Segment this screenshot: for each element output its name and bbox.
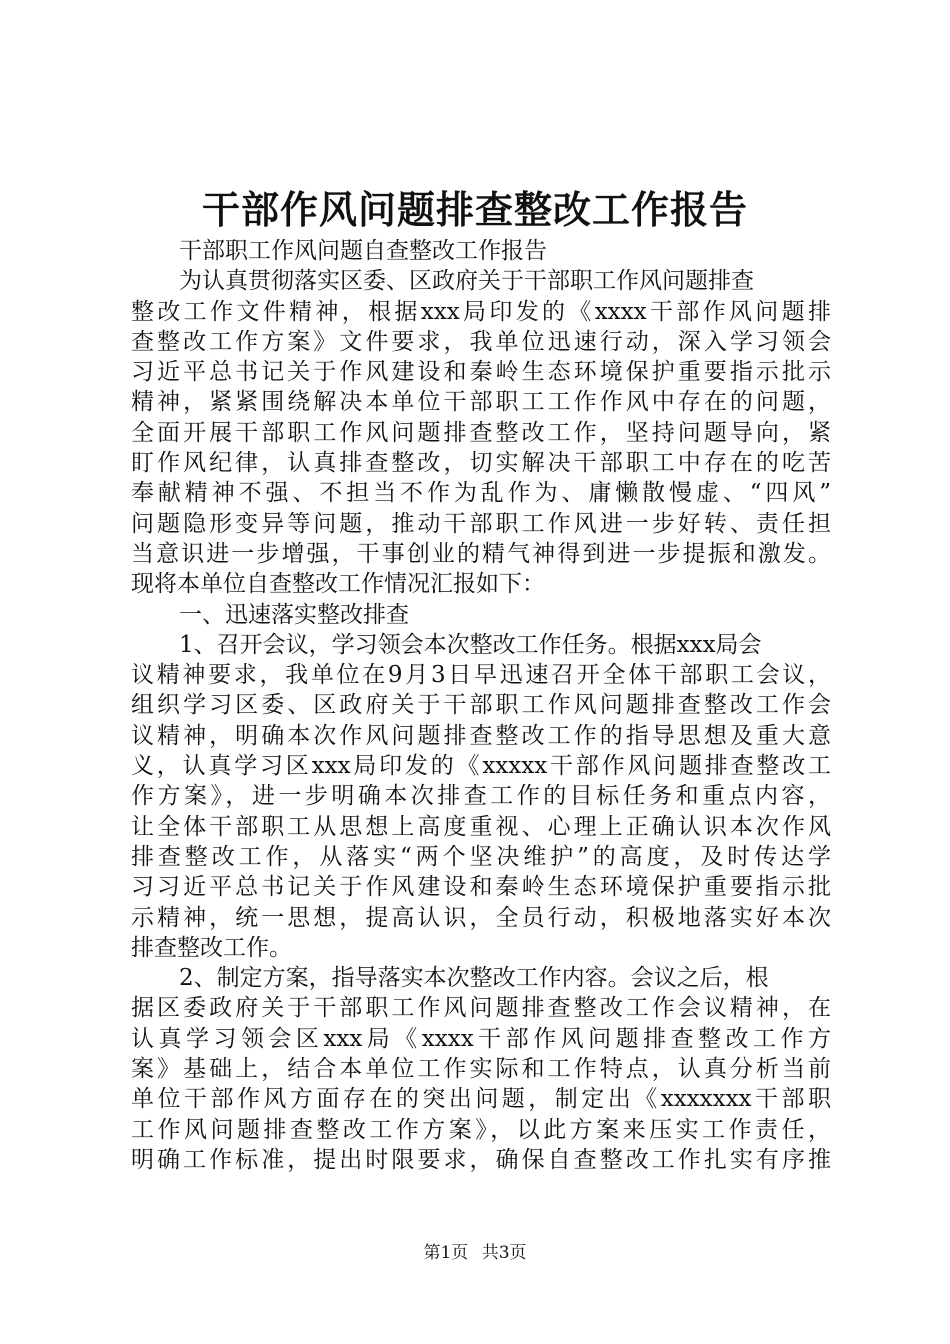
text-line: 组织学习区委、区政府关于干部职工作风问题排查整改工作会 (131, 692, 831, 719)
text-line: 示精神，统一思想，提高认识，全员行动，积极地落实好本次 (131, 904, 831, 931)
text-line: 当意识进一步增强，干事创业的精气神得到进一步提振和激发。 (131, 540, 831, 567)
text-line: 让全体干部职工从思想上高度重视、心理上正确认识本次作风 (131, 813, 831, 840)
text-line: 现将本单位自查整改工作情况汇报如下： (131, 571, 545, 598)
text-line: 奉献精神不强、不担当不作为乱作为、庸懒散慢虚、“四风” (131, 480, 831, 507)
text-line: 2、制定方案，指导落实本次整改工作内容。会议之后，根 (179, 965, 769, 992)
page-number-current: 第1页 (423, 1243, 469, 1263)
text-line: 干部职工作风问题自查整改工作报告 (179, 238, 547, 264)
text-line: 单位干部作风方面存在的突出问题，制定出《xxxxxxx干部职 (131, 1086, 831, 1113)
text-line: 为认真贯彻落实区委、区政府关于干部职工作风问题排查 (179, 268, 754, 295)
text-line: 1、召开会议，学习领会本次整改工作任务。根据xxx局会 (179, 631, 762, 658)
text-line: 全面开展干部职工作风问题排查整改工作，坚持问题导向，紧 (131, 419, 831, 446)
text-line: 整改工作文件精神，根据xxx局印发的《xxxx干部作风问题排 (131, 298, 831, 325)
text-line: 盯作风纪律，认真排查整改，切实解决干部职工中存在的吃苦 (131, 450, 831, 477)
text-line: 一、迅速落实整改排查 (179, 601, 409, 628)
text-line: 作方案》，进一步明确本次排查工作的目标任务和重点内容， (131, 783, 831, 810)
document-body (131, 236, 831, 1175)
text-line: 精神，紧紧围绕解决本单位干部职工工作作风中存在的问题， (131, 389, 831, 416)
page-footer (0, 1242, 950, 1264)
text-line: 义，认真学习区xxx局印发的《xxxxx干部作风问题排查整改工 (131, 753, 831, 780)
text-line: 排查整改工作，从落实“两个坚决维护”的高度，及时传达学 (131, 843, 831, 870)
text-line: 据区委政府关于干部职工作风问题排查整改工作会议精神，在 (131, 995, 831, 1022)
document-title: 干部作风问题排查整改工作报告 (201, 187, 748, 232)
text-line: 排查整改工作。 (131, 934, 292, 961)
text-line: 工作风问题排查整改工作方案》，以此方案来压实工作责任， (131, 1116, 831, 1143)
text-line: 案》基础上，结合本单位工作实际和工作特点，认真分析当前 (131, 1056, 831, 1083)
text-line: 认真学习领会区xxx局《xxxx干部作风问题排查整改工作方 (131, 1025, 831, 1052)
text-line: 议精神，明确本次作风问题排查整改工作的指导思想及重大意 (131, 722, 831, 749)
text-line: 议精神要求，我单位在9月3日早迅速召开全体干部职工会议， (131, 662, 831, 689)
page-number-total: 共3页 (481, 1243, 527, 1263)
text-line: 查整改工作方案》文件要求，我单位迅速行动，深入学习领会 (131, 328, 831, 355)
text-line: 习近平总书记关于作风建设和秦岭生态环境保护重要指示批示 (131, 359, 831, 386)
text-line: 明确工作标准，提出时限要求，确保自查整改工作扎实有序推 (131, 1146, 831, 1173)
text-line: 习习近平总书记关于作风建设和秦岭生态环境保护重要指示批 (131, 874, 831, 901)
text-line: 问题隐形变异等问题，推动干部职工作风进一步好转、责任担 (131, 510, 831, 537)
